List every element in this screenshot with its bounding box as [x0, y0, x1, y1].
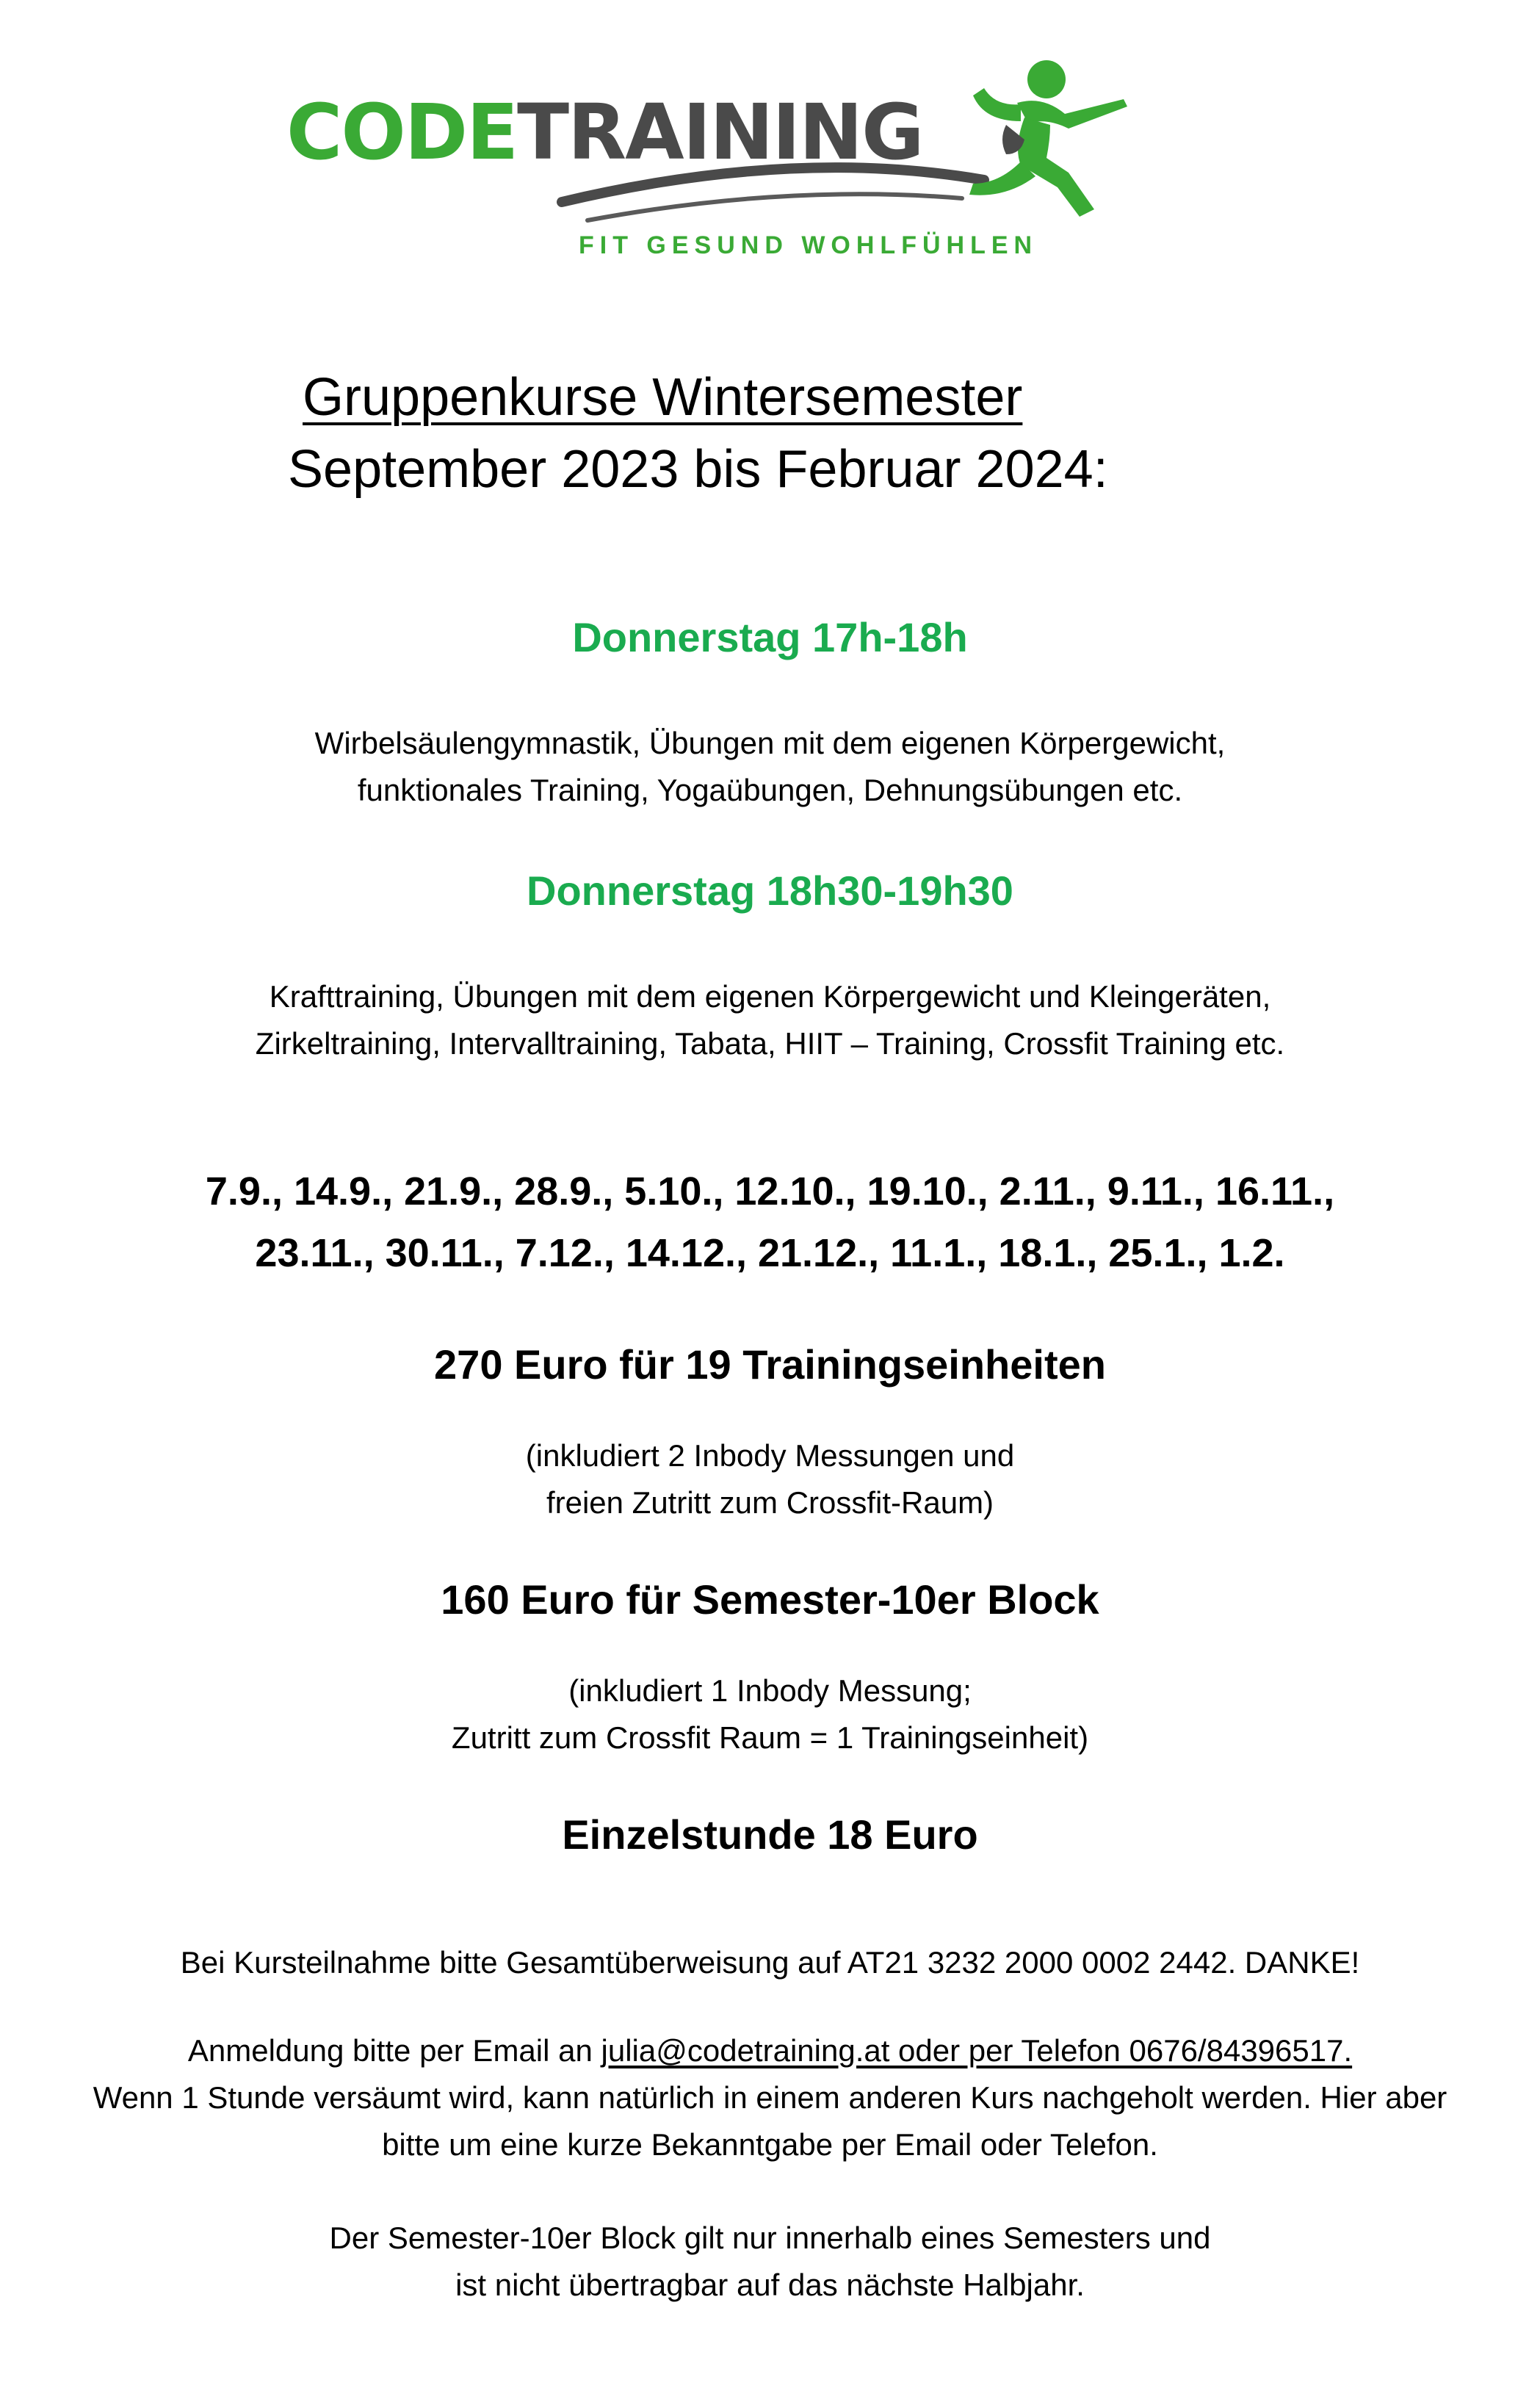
course-dates [0, 1161, 1540, 1284]
price-note-line: (inkludiert 2 Inbody Messungen und [525, 1438, 1015, 1473]
price-note-line: (inkludiert 1 Inbody Messung; [568, 1673, 972, 1708]
missed-line-2: bitte um eine kurze Bekanntgabe per Email oder Telefon. [382, 2127, 1158, 2162]
block-line-2: ist nicht übertragbar auf das nächste Halbjahr. [455, 2268, 1085, 2302]
price-note-line: freien Zutritt zum Crossfit-Raum) [546, 1485, 994, 1520]
page-title-line1: Gruppenkurse Wintersemester [303, 368, 1023, 427]
signup-prefix: Anmeldung bitte per Email an [187, 2033, 601, 2068]
page-title-line2: September 2023 bis Februar 2024: [288, 440, 1108, 499]
logo-tagline: FIT GESUND WOHLFÜHLEN [579, 231, 1038, 259]
session-description-line: Krafttraining, Übungen mit dem eigenen Körpergewicht und Kleingeräten, [269, 979, 1271, 1014]
price-notes-2 [0, 1667, 1540, 1761]
codetraining-logo [279, 37, 1146, 272]
signup-line [0, 2027, 1540, 2074]
signup-info [0, 2027, 1540, 2168]
session-description-line: Wirbelsäulengymnastik, Übungen mit dem eigenen Körpergewicht, [314, 726, 1226, 760]
price-note-line: Zutritt zum Crossfit Raum = 1 Trainingseinheit) [451, 1720, 1089, 1755]
session-description-1 [0, 720, 1540, 814]
logo-word-training: TRAINING [517, 87, 923, 177]
dates-line: 7.9., 14.9., 21.9., 28.9., 5.10., 12.10., 19.10., 2.11., 9.11., 16.11., [205, 1169, 1335, 1213]
session-description-2 [0, 973, 1540, 1067]
session-heading-1: Donnerstag 17h-18h [572, 614, 968, 660]
price-title-3: Einzelstunde 18 Euro [562, 1811, 978, 1858]
block-line-1: Der Semester-10er Block gilt nur innerhalb eines Semesters und [329, 2221, 1211, 2255]
price-title-1: 270 Euro für 19 Trainingseinheiten [434, 1341, 1106, 1388]
logo-wordmark [286, 87, 923, 177]
dates-line: 23.11., 30.11., 7.12., 14.12., 21.12., 11.1., 18.1., 25.1., 1.2. [255, 1231, 1285, 1275]
logo-word-code: CODE [286, 87, 518, 177]
missed-line-1: Wenn 1 Stunde versäumt wird, kann natürlich in einem anderen Kurs nachgeholt werden. Hier aber [93, 2080, 1447, 2115]
running-figure-icon [969, 60, 1127, 217]
signup-contact-link[interactable]: julia@codetraining.at oder per Telefon 0676/84396517. [601, 2033, 1353, 2068]
session-description-line: Zirkeltraining, Intervalltraining, Tabata, HIIT – Training, Crossfit Training etc. [255, 1026, 1285, 1061]
block-validity-info [0, 2215, 1540, 2309]
price-notes-1 [0, 1432, 1540, 1526]
session-heading-2: Donnerstag 18h30-19h30 [527, 867, 1013, 914]
session-description-line: funktionales Training, Yogaübungen, Dehnungsübungen etc. [357, 773, 1183, 807]
price-title-2: 160 Euro für Semester-10er Block [441, 1576, 1099, 1623]
payment-info: Bei Kursteilnahme bitte Gesamtüberweisung auf AT21 3232 2000 0002 2442. DANKE! [180, 1945, 1360, 1980]
